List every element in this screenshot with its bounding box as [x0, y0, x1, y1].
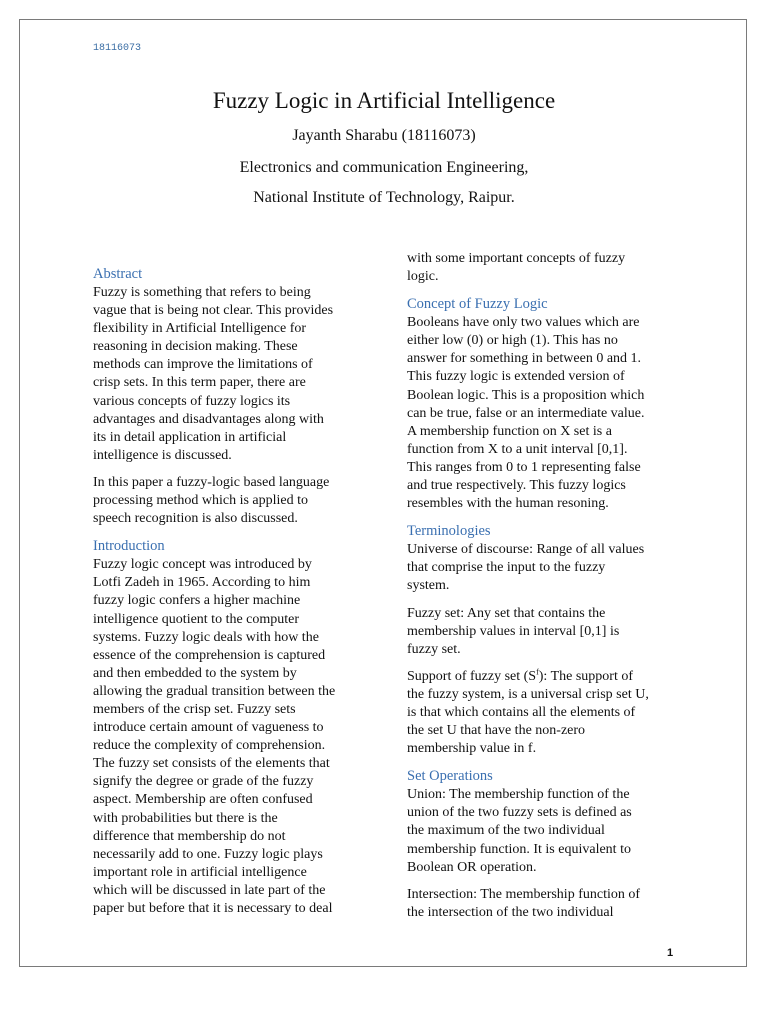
page-number: 1	[667, 947, 674, 959]
union-paragraph: Union: The membership function of the union of the two fuzzy sets is defined as the maximum of the two individual membership function. It is equivalent to Boolean OR operation.	[407, 787, 632, 875]
intersection-paragraph: Intersection: The membership function of the intersection of the two individual	[407, 886, 641, 920]
header-doc-id: 18116073	[93, 43, 142, 54]
support-text-pre: Support of fuzzy set (S	[407, 668, 537, 684]
department-line: Electronics and communication Engineering,	[239, 159, 529, 176]
fuzzy-set-paragraph: Fuzzy set: Any set that contains the membership values in interval [0,1] is fuzzy set.	[407, 605, 620, 657]
right-column	[407, 250, 682, 931]
abstract-paragraph-2: In this paper a fuzzy-logic based language processing method which is applied to speech recognition is also discussed.	[93, 474, 330, 527]
concept-paragraph: Booleans have only two values which are either low (0) or high (1). This has no answer for something in between 0 and 1. This fuzzy logic is extended version of Boolean logic. This is a proposition which can be true, false or an intermediate value. A membership function on X set is a function from X to a unit interval [0,1]. This ranges from 0 to 1 representing false and true respectively. This fuzzy logics resembles with the human resoning.	[407, 315, 645, 512]
support-superscript: f	[536, 667, 539, 677]
paper-title: Fuzzy Logic in Artificial Intelligence	[212, 88, 556, 113]
abstract-paragraph-1: Fuzzy is something that refers to being vague that is being not clear. This provides flexibility in Artificial Intelligence for reasoning in decision making. These methods can improve the limitations of crisp sets. In this term paper, there are various concepts of fuzzy logics its advantages and disadvantages along with its in detail application in artificial intelligence is discussed.	[93, 285, 334, 463]
concept-heading: Concept of Fuzzy Logic	[407, 296, 548, 313]
terminologies-heading: Terminologies	[407, 523, 491, 540]
continued-paragraph: with some important concepts of fuzzy logic.	[407, 251, 626, 285]
support-paragraph	[407, 668, 682, 758]
universe-of-discourse-paragraph: Universe of discourse: Range of all values that comprise the input to the fuzzy system.	[407, 542, 645, 594]
introduction-heading: Introduction	[93, 538, 165, 555]
author-line: Jayanth Sharabu (18116073)	[292, 127, 476, 144]
left-column	[93, 265, 365, 927]
abstract-heading: Abstract	[93, 266, 143, 282]
set-operations-heading: Set Operations	[407, 768, 493, 785]
institute-line: National Institute of Technology, Raipur.	[253, 189, 515, 206]
introduction-paragraph: Fuzzy logic concept was introduced by Lotfi Zadeh in 1965. According to him fuzzy logic confers a higher machine intelligence quotient to the computer systems. Fuzzy logic deals with how the essence of the comprehension is captured and then embedded to the system by allowing the gradual transition between the members of the crisp set. Fuzzy sets introduce certain amount of vagueness to reduce the complexity of comprehension. The fuzzy set consists of the elements that signify the degree or grade of the fuzzy aspect. Membership are often confused with probabilities but there is the difference that membership do not necessarily add to one. Fuzzy logic plays important role in artificial intelligence which will be discussed in late part of the paper but before that it is necessary to deal	[93, 557, 336, 916]
support-text-post: ): The support of the fuzzy system, is a universal crisp set U, is that which contains all the elements of the set U that have the non-zero membership value in f.	[407, 668, 649, 757]
